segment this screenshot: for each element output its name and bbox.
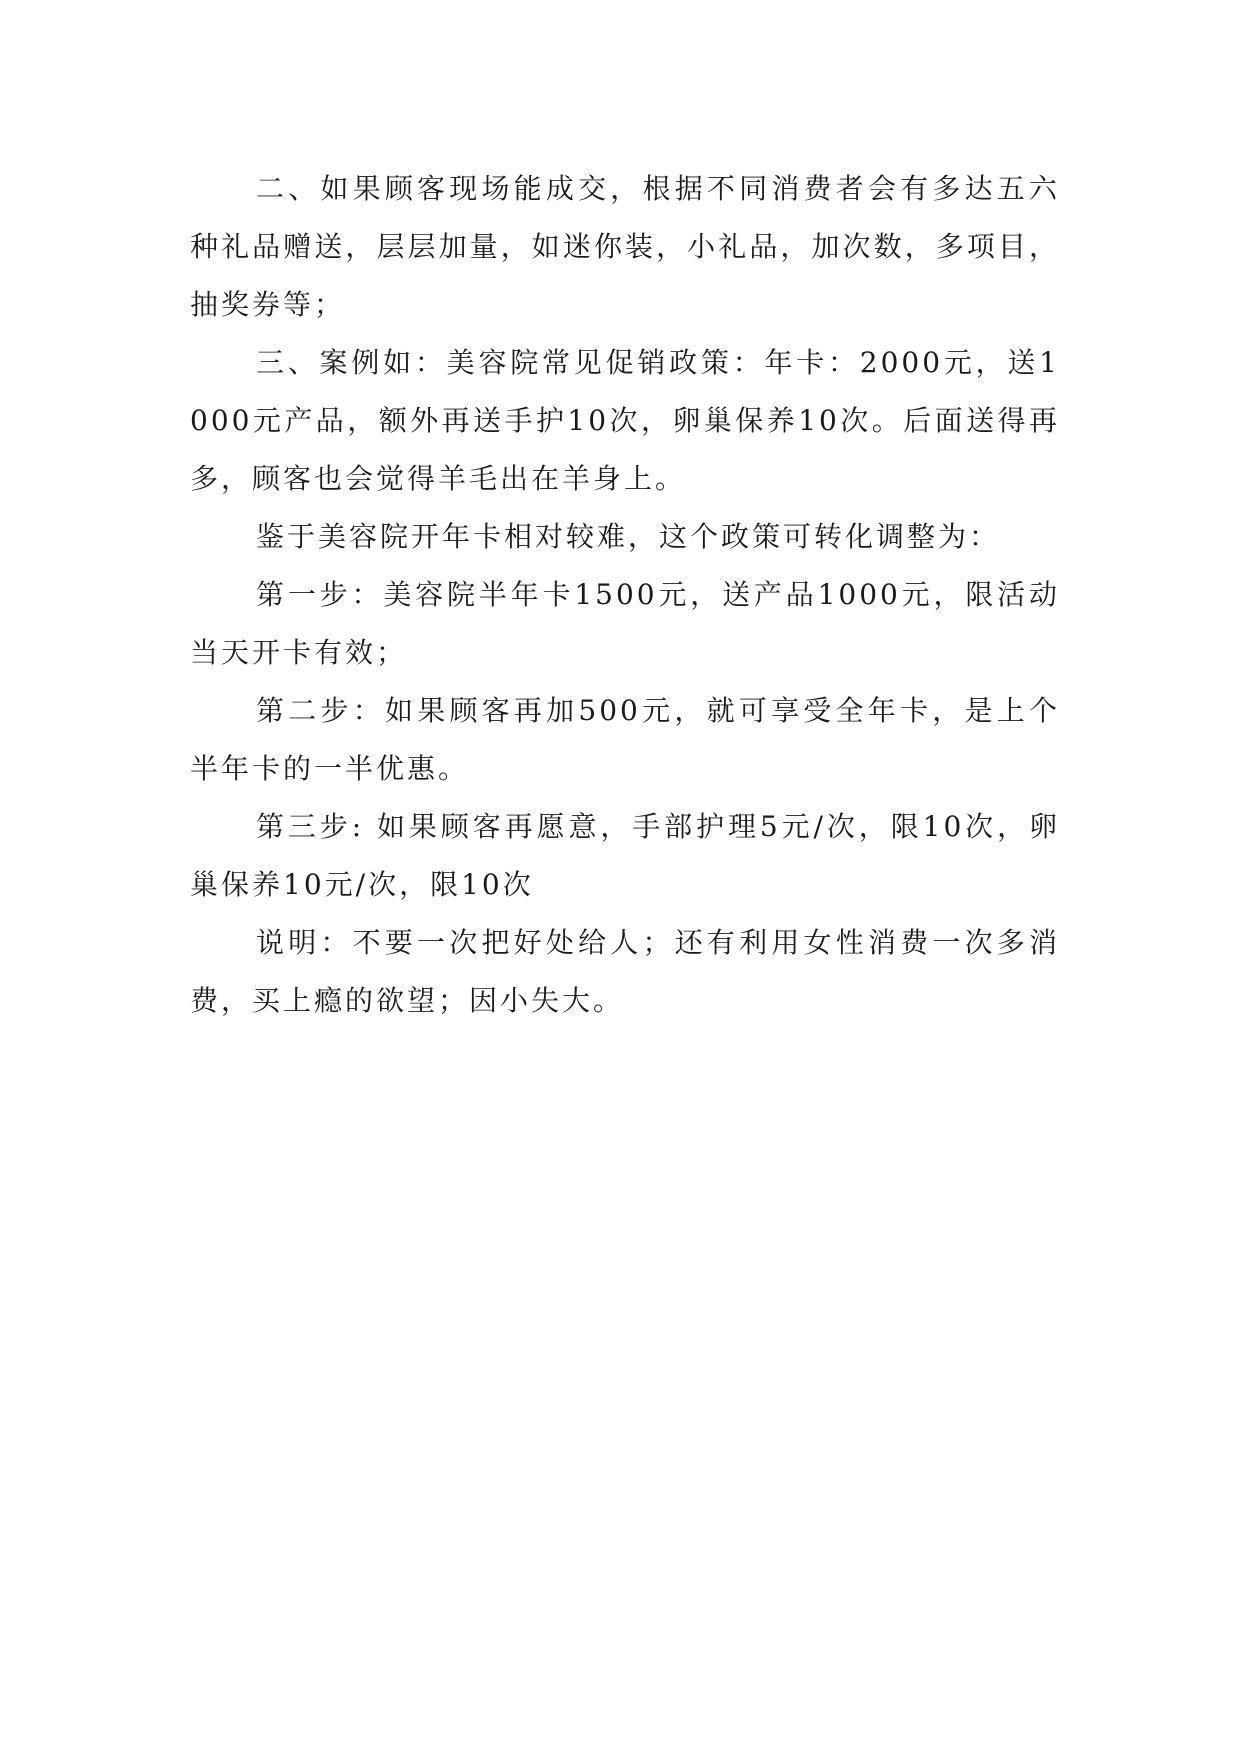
paragraph-step-one: 第一步：美容院半年卡1500元，送产品1000元，限活动当天开卡有效； — [190, 578, 1060, 669]
document-body — [190, 160, 1060, 1030]
paragraph-adjustment-intro: 鉴于美容院开年卡相对较难，这个政策可转化调整为： — [256, 520, 1001, 553]
paragraph-gifts: 二、如果顾客现场能成交，根据不同消费者会有多达五六种礼品赠送，层层加量，如迷你装，小礼品，加次数，多项目，抽奖券等； — [190, 172, 1060, 321]
paragraph-step-three: 第三步: 如果顾客再愿意，手部护理5元/次，限10次，卵巢保养10元/次，限10次 — [190, 810, 1060, 901]
paragraph-step-two: 第二步：如果顾客再加500元，就可享受全年卡，是上个半年卡的一半优惠。 — [190, 694, 1060, 785]
paragraph-case-example: 三、案例如：美容院常见促销政策：年卡：2000元，送1000元产品，额外再送手护10次，卵巢保养10次。后面送得再多，顾客也会觉得羊毛出在羊身上。 — [190, 346, 1060, 495]
paragraph-explanation: 说明：不要一次把好处给人；还有利用女性消费一次多消费，买上瘾的欲望；因小失大。 — [190, 926, 1060, 1017]
